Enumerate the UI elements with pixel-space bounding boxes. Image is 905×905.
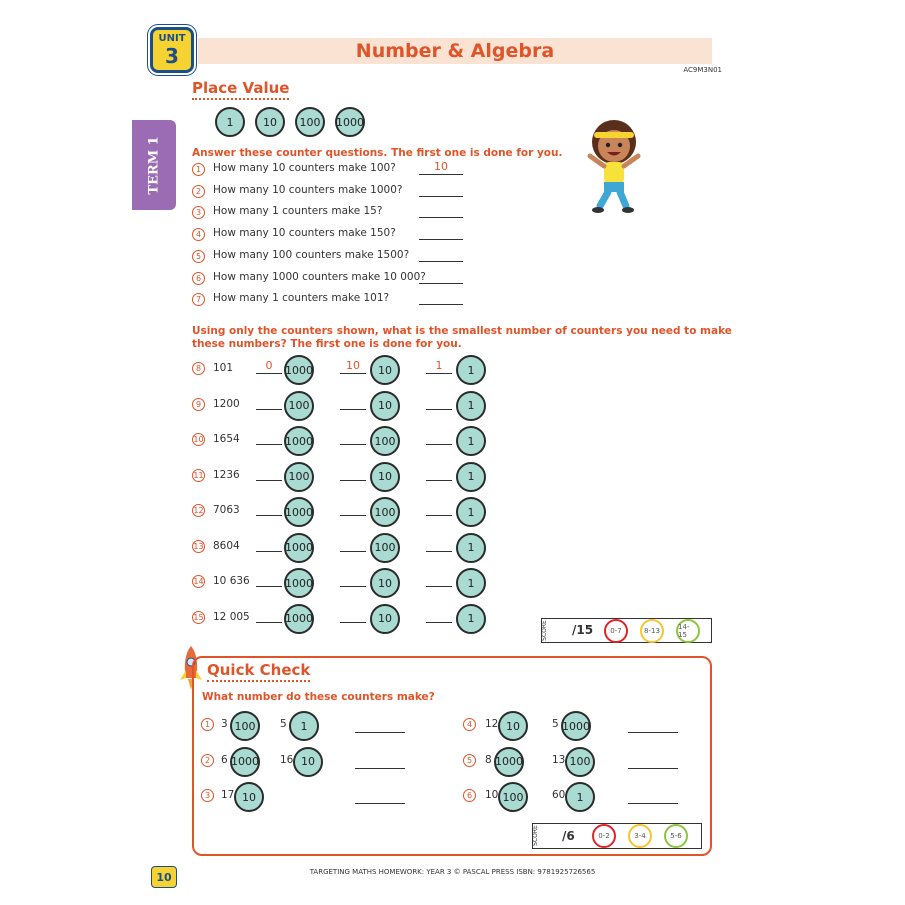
answer-blank[interactable] [256, 502, 282, 516]
counter-100: 100 [230, 711, 260, 741]
child-illustration-icon [578, 112, 650, 220]
instruction-b-line1: Using only the counters shown, what is the smallest number of counters you need to make [192, 325, 732, 337]
unit-word: UNIT [158, 33, 186, 44]
question-number: 5 [192, 250, 205, 263]
answer-blank[interactable] [628, 719, 678, 733]
counter-1: 1 [565, 782, 595, 812]
counter-quantity: 8 [485, 753, 492, 766]
answer-blank[interactable] [355, 790, 405, 804]
question-number: 2 [192, 185, 205, 198]
question-text: How many 10 counters make 1000? [213, 183, 403, 196]
question-number: 14 [193, 577, 204, 586]
answer-blank[interactable] [426, 431, 452, 445]
question-text: How many 1 counters make 15? [213, 205, 383, 218]
quick-check-title: Quick Check [207, 661, 310, 682]
answer-blank[interactable]: 10 [340, 360, 366, 374]
counter-quantity: 6 [221, 753, 228, 766]
answer-blank[interactable] [419, 291, 463, 305]
quick-check-instruction: What number do these counters make? [202, 691, 435, 703]
counter-1000: 1000 [561, 711, 591, 741]
counter-10: 10 [370, 462, 400, 492]
answer-blank[interactable] [426, 609, 452, 623]
counter-1: 1 [456, 391, 486, 421]
question-number: 3 [192, 206, 205, 219]
answer-blank[interactable] [340, 573, 366, 587]
answer-blank[interactable] [628, 790, 678, 804]
answer-blank[interactable] [419, 226, 463, 240]
counter-quantity: 5 [552, 718, 559, 730]
counter-100: 100 [370, 426, 400, 456]
answer-blank[interactable] [426, 538, 452, 552]
section-title: Place Value [192, 79, 289, 100]
answer-blank[interactable] [340, 609, 366, 623]
score-value: /15 [572, 623, 594, 637]
counter-1: 1 [456, 568, 486, 598]
counter-1: 1 [456, 355, 486, 385]
score-range: 0-2 [592, 824, 616, 848]
answer-blank[interactable]: 0 [256, 360, 282, 374]
question-number: 1 [192, 163, 205, 176]
counter-100: 100 [284, 462, 314, 492]
target-number: 1236 [213, 468, 240, 481]
footer-text: TARGETING MATHS HOMEWORK: YEAR 3 © PASCAL PRESS ISBN: 9781925726565 [309, 868, 596, 876]
counter-10: 10 [370, 604, 400, 634]
question-text: How many 10 counters make 150? [213, 227, 396, 240]
counter-1: 1 [456, 497, 486, 527]
counter-1000: 1000 [335, 107, 365, 137]
answer-blank[interactable] [419, 248, 463, 262]
target-number: 1200 [213, 397, 240, 410]
question-number: 4 [463, 718, 476, 731]
question-text: How many 1000 counters make 10 000? [213, 270, 426, 283]
answer-blank[interactable] [256, 573, 282, 587]
counter-1000: 1000 [284, 533, 314, 563]
answer-blank[interactable] [340, 431, 366, 445]
unit-number: 3 [165, 44, 179, 68]
counter-100: 100 [295, 107, 325, 137]
question-number: 8 [192, 362, 205, 375]
counter-1000: 1000 [230, 747, 260, 777]
counter-1000: 1000 [284, 568, 314, 598]
counter-10: 10 [370, 355, 400, 385]
answer-blank[interactable] [426, 467, 452, 481]
answer-blank[interactable] [256, 431, 282, 445]
counter-1: 1 [456, 462, 486, 492]
score-range: 5-6 [664, 824, 688, 848]
score-range: 0-7 [604, 619, 628, 643]
question-text: How many 10 counters make 100? [213, 162, 396, 174]
counter-quantity: 12 [485, 718, 499, 730]
counter-1000: 1000 [284, 497, 314, 527]
answer-blank[interactable] [340, 538, 366, 552]
counter-quantity: 10 [485, 789, 499, 801]
counter-quantity: 16 [280, 753, 294, 766]
counter-quantity: 17 [221, 789, 235, 801]
counter-quantity: 13 [552, 753, 566, 766]
question-number: 15 [193, 612, 204, 622]
question-number: 5 [463, 754, 476, 767]
counter-100: 100 [498, 782, 528, 812]
counter-100: 100 [284, 391, 314, 421]
page-title: Number & Algebra [355, 40, 555, 62]
counter-100: 100 [565, 747, 595, 777]
answer-blank[interactable] [340, 502, 366, 516]
answer-blank[interactable] [419, 204, 463, 218]
term-text: TERM 1 [146, 135, 162, 195]
counter-100: 100 [370, 497, 400, 527]
score-range: 14-15 [676, 619, 700, 643]
answer-blank[interactable] [426, 502, 452, 516]
question-number: 6 [463, 789, 476, 802]
question-number: 10 [193, 435, 204, 444]
counter-10: 10 [370, 391, 400, 421]
counter-1000: 1000 [284, 604, 314, 634]
counter-quantity: 60 [552, 789, 566, 801]
question-number: 13 [193, 541, 204, 551]
answer-blank[interactable] [426, 573, 452, 587]
instruction-b-line2: these numbers? The first one is done for you. [192, 338, 462, 350]
unit-badge [150, 27, 194, 73]
question-number: 11 [193, 470, 204, 480]
question-number: 7 [192, 293, 205, 306]
target-number: 7063 [213, 504, 240, 516]
counter-100: 100 [370, 533, 400, 563]
counter-10: 10 [498, 711, 528, 741]
counter-1: 1 [456, 604, 486, 634]
target-number: 10 636 [213, 575, 250, 587]
answer-blank[interactable] [256, 538, 282, 552]
score-range: 8-13 [640, 619, 664, 643]
answer-blank[interactable] [256, 467, 282, 481]
answer-blank[interactable] [340, 467, 366, 481]
counter-1000: 1000 [284, 355, 314, 385]
quick-score-value: /6 [562, 829, 575, 843]
answer-blank[interactable] [355, 719, 405, 733]
question-number: 9 [192, 398, 205, 411]
answer-blank[interactable]: 10 [419, 161, 463, 175]
question-number: 6 [192, 272, 205, 285]
answer-blank[interactable] [256, 609, 282, 623]
question-number: 4 [192, 228, 205, 241]
answer-blank[interactable]: 1 [426, 360, 452, 374]
counter-10: 10 [293, 747, 323, 777]
term-label [132, 120, 176, 210]
question-text: How many 100 counters make 1500? [213, 248, 410, 261]
question-number: 2 [201, 754, 214, 767]
answer-blank[interactable] [355, 755, 405, 769]
counter-10: 10 [234, 782, 264, 812]
target-number: 101 [213, 362, 234, 374]
answer-blank[interactable] [340, 396, 366, 410]
score-range: 3-4 [628, 824, 652, 848]
quick-score-label: SCORE [531, 825, 539, 846]
question-text: How many 1 counters make 101? [213, 292, 390, 305]
curriculum-code: AC9M3N01 [683, 66, 722, 74]
counter-1: 1 [456, 426, 486, 456]
target-number: 1654 [213, 433, 240, 445]
answer-blank[interactable] [419, 270, 463, 284]
question-number: 12 [193, 506, 204, 515]
page-number: 10 [151, 866, 177, 888]
counter-1000: 1000 [494, 747, 524, 777]
answer-blank[interactable] [256, 396, 282, 410]
answer-blank[interactable] [628, 755, 678, 769]
counter-quantity: 5 [280, 718, 287, 730]
counter-quantity: 3 [221, 718, 228, 730]
instruction-a: Answer these counter questions. The first one is done for you. [192, 147, 563, 159]
counter-10: 10 [255, 107, 285, 137]
target-number: 12 005 [213, 610, 250, 623]
answer-blank[interactable] [426, 396, 452, 410]
question-number: 1 [201, 718, 214, 731]
target-number: 8604 [213, 539, 240, 552]
answer-blank[interactable] [419, 183, 463, 197]
counter-10: 10 [370, 568, 400, 598]
question-number: 3 [201, 789, 214, 802]
counter-1: 1 [215, 107, 245, 137]
counter-1000: 1000 [284, 426, 314, 456]
counter-1: 1 [456, 533, 486, 563]
score-label: SCORE [540, 620, 548, 641]
counter-1: 1 [289, 711, 319, 741]
